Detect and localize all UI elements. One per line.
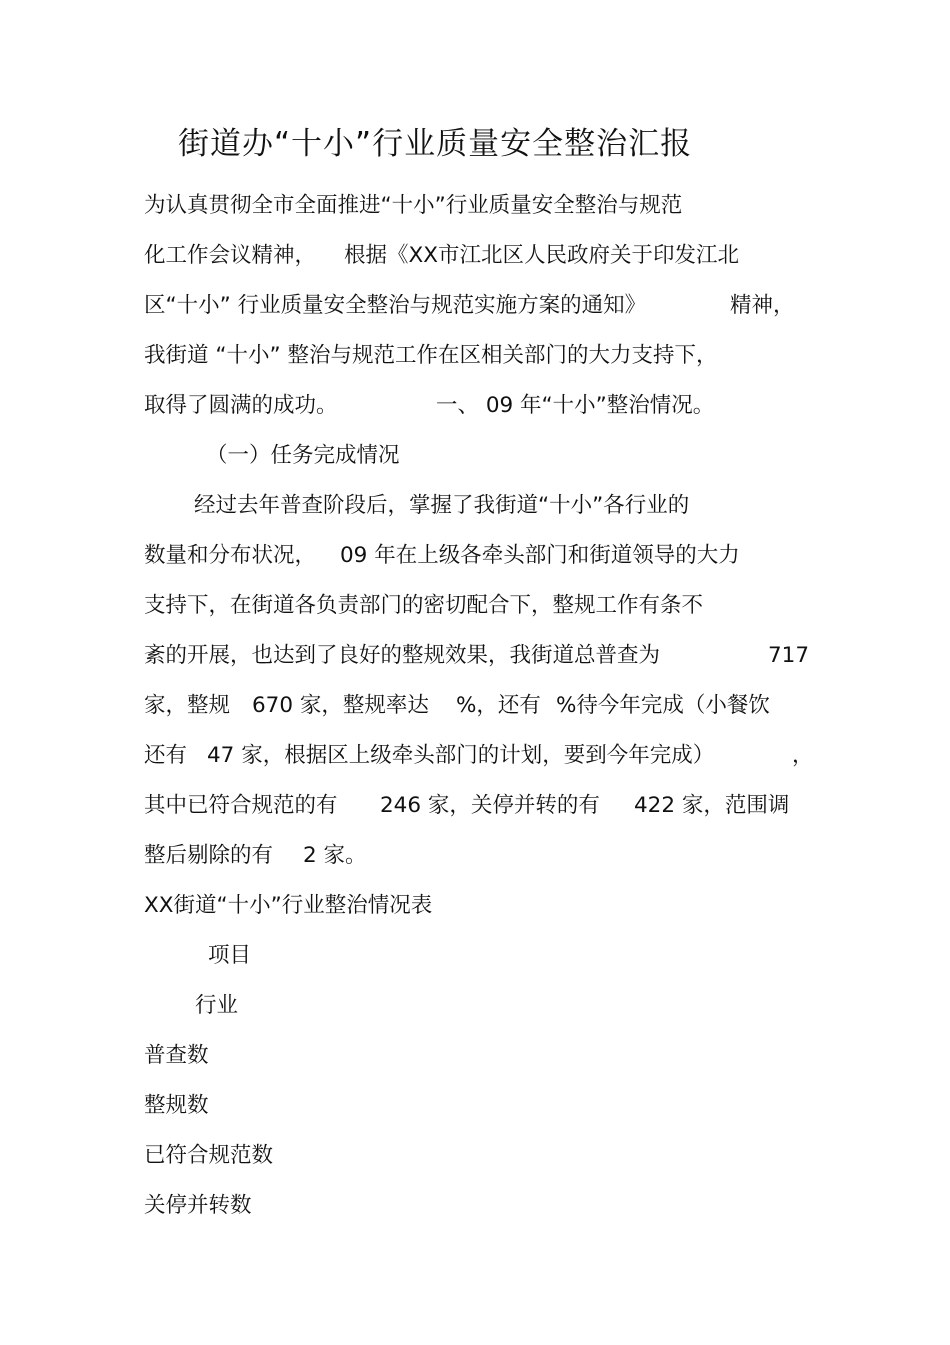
page-title: 街道办“十小”行业质量安全整治汇报	[178, 126, 693, 162]
intro-line-2-part-2: 根据《XX市江北区人民政府关于印发江北	[344, 243, 739, 268]
body-line-7-part-1: 其中已符合规范的有	[144, 793, 338, 818]
body-line-2-part-1: 数量和分布状况，	[144, 543, 317, 568]
body-line-5-part-1: 家，整规	[144, 693, 231, 718]
body-line-5-part-4: %待今年完成（小餐饮	[556, 693, 770, 718]
subheading-task-completion: （一）任务完成情况	[206, 443, 400, 468]
table-header-item: 项目	[208, 943, 252, 968]
intro-line-3-part-2: 精神，	[730, 293, 795, 318]
body-line-6-part-3: ，	[792, 743, 814, 768]
body-line-4-part-1: 紊的开展，也达到了良好的整规效果，我街道总普查为	[144, 643, 661, 668]
section-heading-1: 一、 09 年“十小”整治情况。	[436, 393, 715, 418]
body-line-3: 支持下，在街道各负责部门的密切配合下，整规工作有条不	[144, 593, 704, 618]
intro-line-4: 我街道 “十小” 整治与规范工作在区相关部门的大力支持下，	[144, 343, 718, 368]
body-line-8-part-1: 整后剔除的有	[144, 843, 274, 868]
body-line-7-part-3: 422 家，范围调	[634, 793, 790, 818]
intro-line-1: 为认真贯彻全市全面推进“十小”行业质量安全整治与规范	[144, 193, 683, 218]
body-line-8-part-2: 2 家。	[303, 843, 367, 868]
body-line-2-part-2: 09 年在上级各牵头部门和街道领导的大力	[340, 543, 740, 568]
intro-line-3-part-1: 区“十小” 行业质量安全整治与规范实施方案的通知》	[144, 293, 647, 318]
body-line-5-part-3: %，还有	[456, 693, 541, 718]
body-line-6-part-2: 47 家，根据区上级牵头部门的计划，要到今年完成）	[207, 743, 715, 768]
body-line-5-part-2: 670 家，整规率达	[252, 693, 429, 718]
intro-line-5-part-1: 取得了圆满的成功。	[144, 393, 338, 418]
body-line-7-part-2: 246 家，关停并转的有	[380, 793, 600, 818]
body-line-4-part-2: 717	[768, 643, 810, 668]
body-line-1: 经过去年普查阶段后，掌握了我街道“十小”各行业的	[194, 493, 690, 518]
table-row-label: 整规数	[144, 1093, 209, 1118]
table-caption: XX街道“十小”行业整治情况表	[144, 893, 433, 918]
table-row-label: 已符合规范数	[144, 1143, 274, 1168]
table-row-label: 关停并转数	[144, 1193, 252, 1218]
body-line-6-part-1: 还有	[144, 743, 188, 768]
intro-line-2-part-1: 化工作会议精神，	[144, 243, 317, 268]
table-row-label: 普查数	[144, 1043, 209, 1068]
table-header-industry: 行业	[195, 993, 239, 1018]
